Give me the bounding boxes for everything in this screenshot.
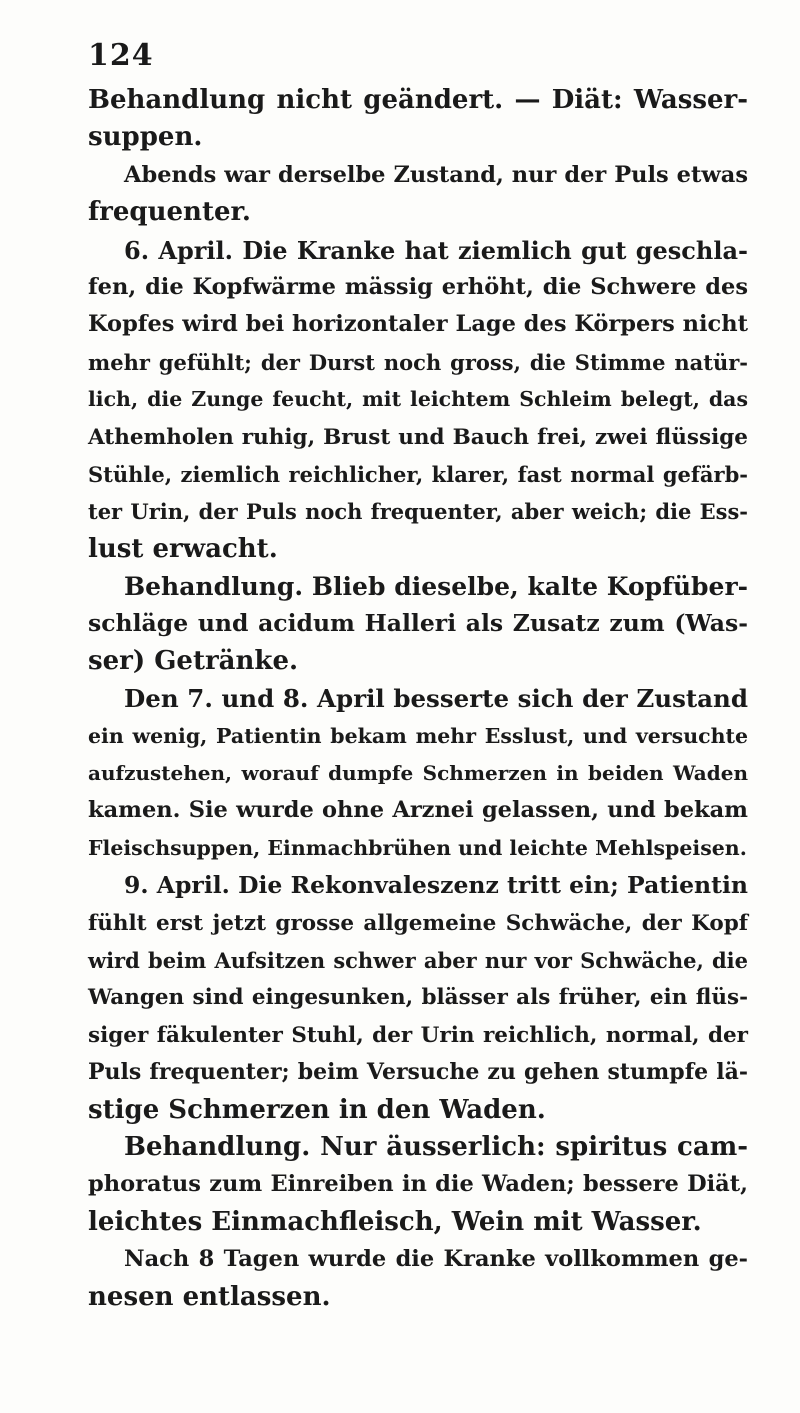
text-line: schläge und acidum Halleri als Zusatz zum (Was-	[88, 609, 748, 638]
text-line: Kopfes wird bei horizontaler Lage des Körpers nicht	[88, 311, 749, 338]
text-line: kamen. Sie wurde ohne Arznei gelassen, und bekam	[88, 797, 748, 824]
page-number: 124	[88, 38, 154, 73]
text-line: Den 7. und 8. April besserte sich der Zustand	[124, 684, 748, 714]
text-line: lich, die Zunge feucht, mit leichtem Schleim belegt, das	[88, 387, 748, 412]
text-line: phoratus zum Einreiben in die Waden; bessere Diät,	[88, 1171, 748, 1198]
text-line: mehr gefühlt; der Durst noch gross, die Stimme natür-	[88, 349, 748, 375]
text-line: aufzustehen, worauf dumpfe Schmerzen in beiden Waden	[88, 761, 748, 786]
text-line: 6. April. Die Kranke hat ziemlich gut geschla-	[124, 235, 748, 265]
body-text	[88, 82, 748, 1316]
text-line: suppen.	[88, 122, 203, 153]
text-line: Wangen sind eingesunken, blässer als früher, ein flüs-	[88, 985, 748, 1011]
text-line: wird beim Aufsitzen schwer aber nur vor Schwäche, die	[88, 947, 748, 973]
text-line: lust erwacht.	[88, 533, 278, 564]
text-line: Athemholen ruhig, Brust und Bauch frei, zwei flüssige	[88, 424, 748, 450]
text-line: 9. April. Die Rekonvaleszenz tritt ein; Patientin	[124, 871, 748, 900]
text-line: Puls frequenter; beim Versuche zu gehen stumpfe lä-	[88, 1059, 748, 1086]
text-line: ser) Getränke.	[88, 645, 299, 676]
text-line: ter Urin, der Puls noch frequenter, aber weich; die Ess-	[88, 499, 748, 525]
text-line: fühlt erst jetzt grosse allgemeine Schwäche, der Kopf	[88, 910, 748, 936]
text-line: nesen entlassen.	[88, 1281, 331, 1312]
text-line: Behandlung nicht geändert. — Diät: Wasser-	[88, 85, 748, 115]
text-line: ein wenig, Patientin bekam mehr Esslust, und versuchte	[88, 723, 748, 748]
text-line: Behandlung. Nur äusserlich: spiritus cam-	[124, 1131, 748, 1162]
text-line: Abends war derselbe Zustand, nur der Puls etwas	[124, 161, 748, 188]
text-line: Stühle, ziemlich reichlicher, klarer, fast normal gefärb-	[88, 461, 748, 487]
text-line: Behandlung. Blieb dieselbe, kalte Kopfüber-	[124, 572, 748, 602]
text-line: frequenter.	[88, 197, 251, 228]
text-line: Nach 8 Tagen wurde die Kranke vollkommen ge-	[124, 1246, 748, 1273]
text-line: siger fäkulenter Stuhl, der Urin reichlich, normal, der	[88, 1022, 748, 1048]
text-line: fen, die Kopfwärme mässig erhöht, die Schwere des	[88, 273, 748, 300]
text-line: Fleischsuppen, Einmachbrühen und leichte Mehlspeisen.	[88, 835, 747, 860]
text-line: stige Schmerzen in den Waden.	[88, 1094, 546, 1125]
text-line: leichtes Einmachfleisch, Wein mit Wasser.	[88, 1206, 702, 1237]
